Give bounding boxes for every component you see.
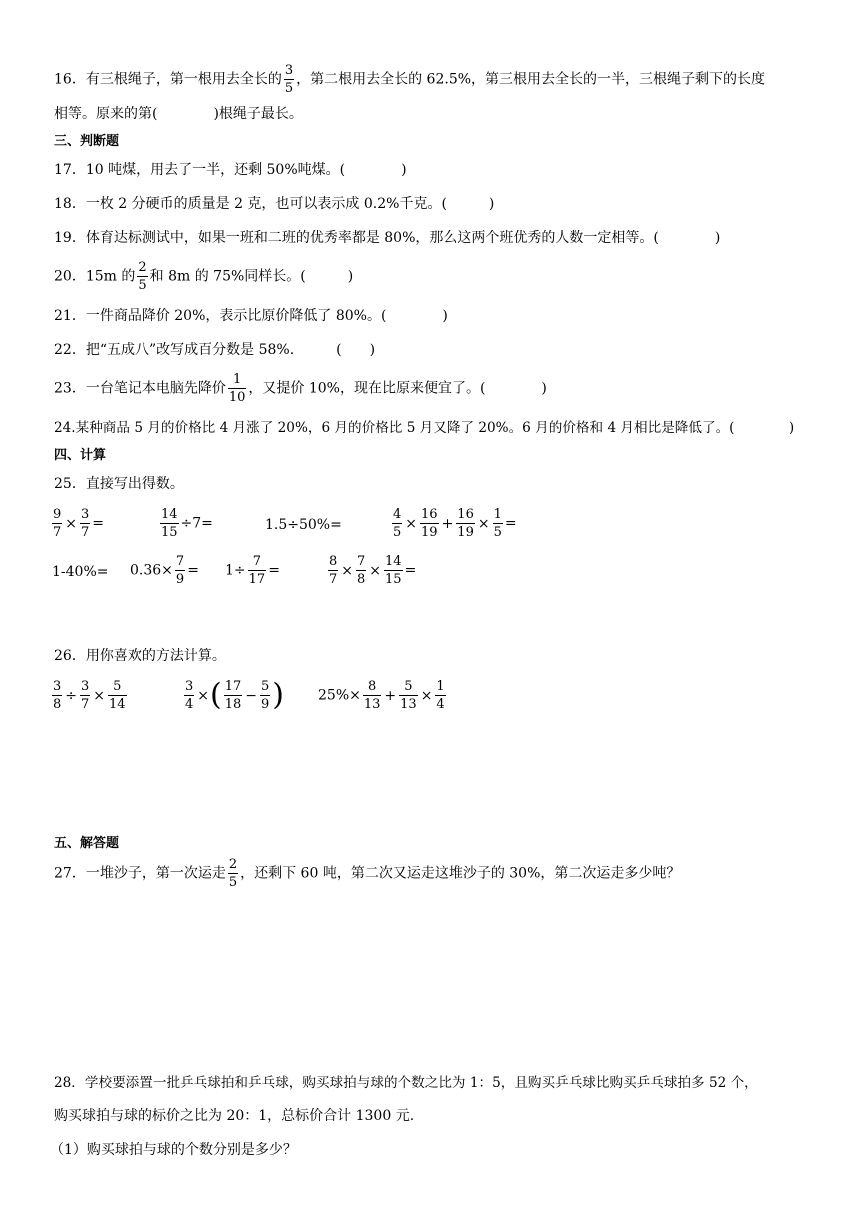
expr-25-1: $\frac{9}{7}$ × $\frac{3}{7}$ = [53,507,105,540]
expr-25-6: 0.36× $\frac{7}{9}$ = [130,554,199,587]
expr-25-3: 1.5÷50%= [265,517,342,533]
question-17: 17．10 吨煤，用去了一半，还剩 50%吨煤。( ) [54,162,407,178]
question-27: 27．一堆沙子，第一次运走 $\frac{2}{5}$ ，还剩下 60 吨，第二次又运走这堆沙子的 30%，第二次运走多少吨？ [54,857,681,890]
fraction: $\frac{2}{5}$ [228,857,238,890]
section-heading-judgement: 三、判断题 [54,134,120,149]
question-16-line-2: 相等。原来的第( )根绳子最长。 [54,106,303,122]
section-heading-calculation: 四、计算 [54,448,107,463]
fraction: $\frac{1}{10}$ [228,372,246,405]
question-18: 18．一枚 2 分硬币的质量是 2 克，也可以表示成 0.2%千克。( ) [54,196,495,212]
question-28-line-1: 28．学校要添置一批乒乓球拍和乒乓球，购买球拍与球的个数之比为 1：5，且购买乒乓球比购买乒乓球拍多 52 个， [54,1075,758,1091]
expr-25-4: $\frac{4}{5}$ × $\frac{16}{19}$ + $\frac{16}{19}$ × $\frac{1}{5}$ = [393,507,517,540]
question-23: 23．一台笔记本电脑先降价 $\frac{1}{10}$ ，又提价 10%，现在比原来便宜了。( ) [54,372,547,405]
section-heading-word-problems: 五、解答题 [54,836,120,851]
question-22: 22．把“五成八”改写成百分数是 58%. ( ) [54,342,376,358]
expr-25-2: $\frac{14}{15}$ ÷7= [161,507,213,540]
expr-26-3: 25%× $\frac{8}{13}$ + $\frac{5}{13}$ × $\frac{1}{4}$ [318,679,445,712]
question-16: 16．有三根绳子，第一根用去全长的 $\frac{3}{5}$ ，第二根用去全长的 62.5%，第三根用去全长的一半，三根绳子剩下的长度 [54,63,766,96]
question-20: 20．15m 的 $\frac{2}{5}$ 和 8m 的 75%同样长。( ) [54,260,354,293]
expr-26-1: $\frac{3}{8}$ ÷ $\frac{3}{7}$ × $\frac{5}{14}$ [53,679,126,712]
fraction: $\frac{2}{5}$ [138,260,147,293]
question-28-part-1: （1）购买球拍与球的个数分别是多少？ [50,1142,297,1158]
expr-25-8: $\frac{8}{7}$ × $\frac{7}{8}$ × $\frac{14}{15}$ = [329,554,417,587]
question-28-line-2: 购买球拍与球的标价之比为 20：1，总标价合计 1300 元. [54,1108,415,1124]
question-25-title: 25．直接写出得数。 [54,476,184,492]
question-26-title: 26．用你喜欢的方法计算。 [54,648,226,664]
question-21: 21．一件商品降价 20%，表示比原价降低了 80%。( ) [54,308,448,324]
question-19: 19．体育达标测试中，如果一班和二班的优秀率都是 80%，那么这两个班优秀的人数一定相等。( ) [54,230,721,246]
question-24: 24.某种商品 5 月的价格比 4 月涨了 20%，6 月的价格比 5 月又降了 20%。6 月的价格和 4 月相比是降低了。( ) [54,420,795,436]
expr-25-7: 1÷ $\frac{7}{17}$ = [225,554,280,587]
fraction: $\frac{3}{5}$ [284,63,294,96]
expr-25-5: 1-40%= [52,564,109,580]
expr-26-2: $\frac{3}{4}$ ×( $\frac{17}{18}$ − $\frac{5}{9}$ ) [185,677,285,713]
